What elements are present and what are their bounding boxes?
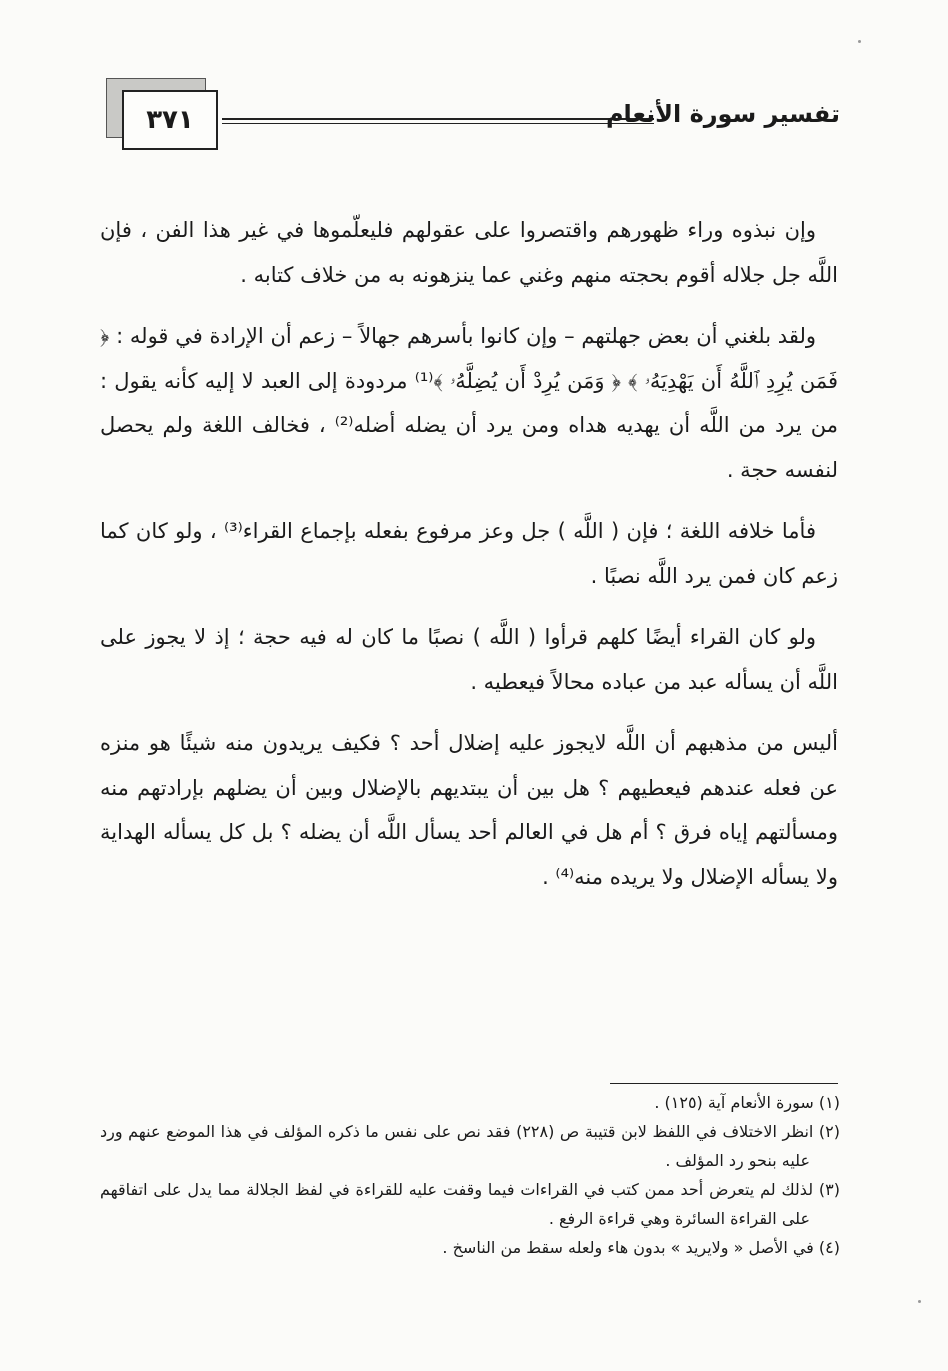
footnote-1: (١) سورة الأنعام آية (١٢٥) . bbox=[654, 1093, 840, 1112]
paragraph-3: فأما خلافه اللغة ؛ فإن ( اللَّه ) جل وعز مرفوع بفعله بإجماع القراء⁽³⁾ ، ولو كان كما زعم كان فمن يرد اللَّه نصبًا . bbox=[100, 519, 838, 588]
header-rule-thin bbox=[222, 123, 654, 124]
paragraph-4: ولو كان القراء أيضًا كلهم قرأوا ( اللَّه ) نصبًا ما كان له فيه حجة ؛ إذ لا يجوز على اللَّه أن يسأله عبد من عباده محالاً فيعطيه . bbox=[100, 625, 838, 694]
paragraph-2: ولقد بلغني أن بعض جهلتهم – وإن كانوا بأسرهم جهالاً – زعم أن الإرادة في قوله : ﴿ فَمَن يُرِدِ ٱللَّهُ أَن يَهْدِيَهُۥ ﴾ ﴿ وَمَن يُرِدْ أَن يُضِلَّهُۥ ﴾⁽¹⁾ مردودة إلى العبد لا إليه كأنه يقول : من يرد من اللَّه أن يهديه هداه ومن يرد أن يضله أضله⁽²⁾ ، فخالف اللغة ولم يحصل لنفسه حجة . bbox=[100, 324, 839, 482]
scan-speck bbox=[858, 40, 861, 43]
footnotes bbox=[100, 1088, 840, 1262]
main-text bbox=[100, 208, 838, 916]
paragraph-1: وإن نبذوه وراء ظهورهم واقتصروا على عقولهم فليعلّموها في غير هذا الفن ، فإن اللَّه جل جلاله أقوم بحجته منهم وغني عما ينزهونه به من خلاف كتابه . bbox=[100, 218, 838, 287]
footnote-separator bbox=[610, 1083, 838, 1084]
header-rule bbox=[222, 118, 654, 120]
footnote-3: (٣) لذلك لم يتعرض أحد ممن كتب في القراءات فيما وقفت عليه للقراءة في لفظ الجلالة مما يدل على اتفاقهم على القراءة السائرة وهي قراءة الرفع . bbox=[100, 1180, 840, 1228]
scan-speck bbox=[918, 1300, 921, 1303]
footnote-4: (٤) في الأصل « ولايريد » بدون هاء ولعله سقط من الناسخ . bbox=[442, 1238, 840, 1257]
footnote-2: (٢) انظر الاختلاف في اللفظ لابن قتيبة ص (٢٢٨) فقد نص على نفس ما ذكره المؤلف في هذا الموضع عنهم ورد عليه بنحو رد المؤلف . bbox=[100, 1122, 841, 1170]
running-title: تفسير سورة الأنعام bbox=[605, 100, 840, 128]
paragraph-5: أليس من مذهبهم أن اللَّه لايجوز عليه إضلال أحد ؟ فكيف يريدون منه شيئًا هو منزه عن فعله عندهم فيعطيهم ؟ هل بين أن يبتديهم بالإضلال وبين أن يضلهم بإرادتهم منه ومسألتهم إياه فرق ؟ أم هل في العالم أحد يسأل اللَّه أن يضله ؟ بل كل يسأله الهداية ولا يسأله الإضلال ولا يريده منه⁽⁴⁾ . bbox=[100, 731, 838, 889]
page-number: ٣٧١ bbox=[122, 90, 218, 150]
page-header bbox=[100, 78, 840, 158]
